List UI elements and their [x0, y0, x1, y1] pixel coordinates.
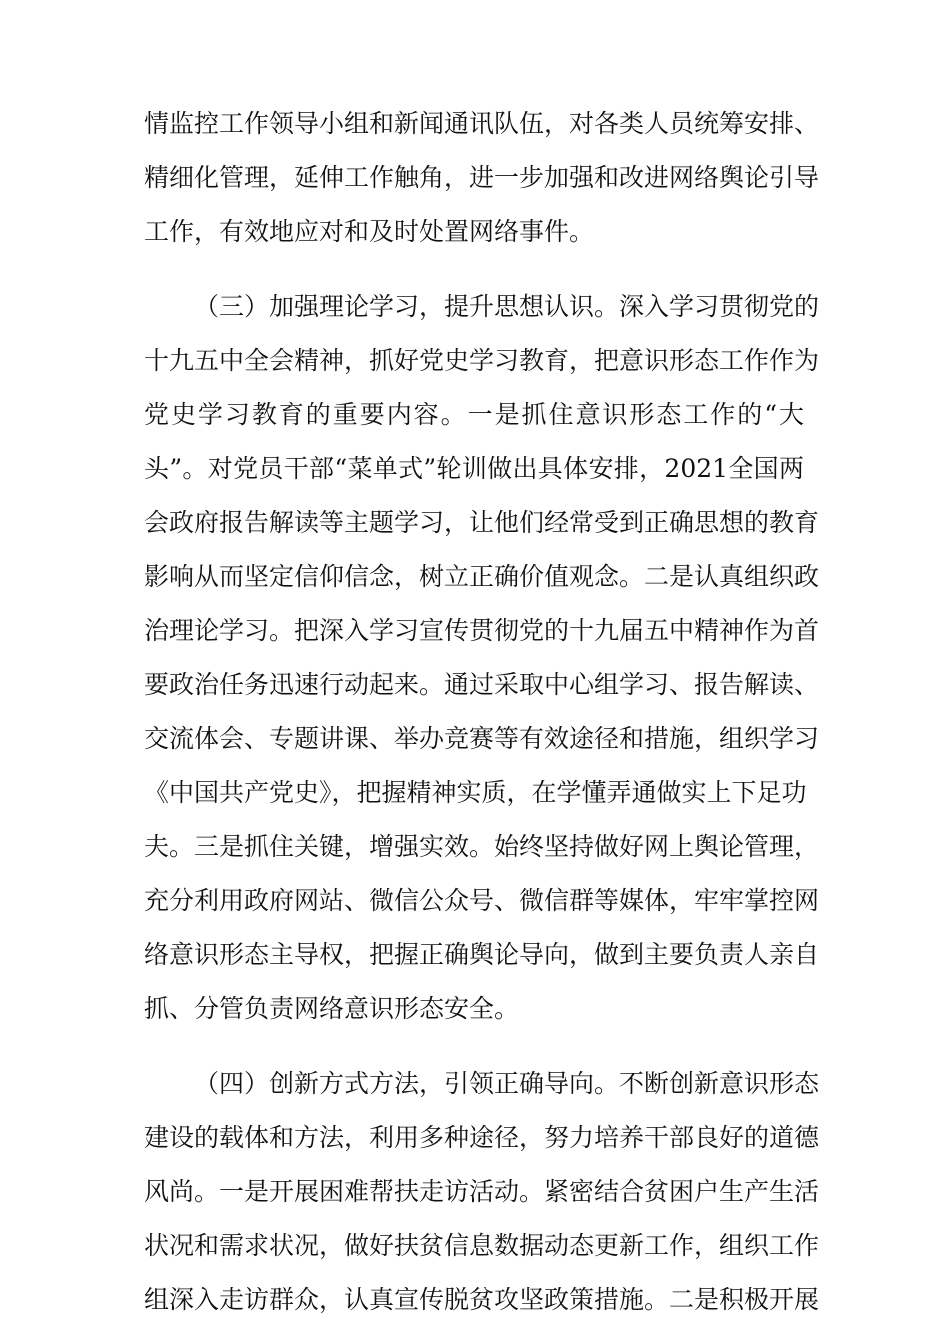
text-line: 夫。三是抓住关键，增强实效。始终坚持做好网上舆论管理，: [144, 832, 820, 861]
text-line: 头”。对党员干部“菜单式”轮训做出具体安排，2021全国两: [144, 454, 804, 483]
text-line: 精细化管理，延伸工作触角，进一步加强和改进网络舆论引导: [144, 163, 820, 192]
paragraph-heading-line: （四）创新方式方法，引领正确导向。不断创新意识形态: [194, 1069, 820, 1098]
text-line: 络意识形态主导权，把握正确舆论导向，做到主要负责人亲自: [144, 940, 820, 969]
text-line: 《中国共产党史》，把握精神实质，在学懂弄通做实上下足功: [144, 778, 807, 807]
text-line: 建设的载体和方法，利用多种途径，努力培养干部良好的道德: [144, 1123, 820, 1152]
text-line: 治理论学习。把深入学习宣传贯彻党的十九届五中精神作为首: [144, 616, 820, 645]
text-line: 交流体会、专题讲课、举办竞赛等有效途径和措施，组织学习: [144, 724, 820, 753]
paragraph-heading-line: （三）加强理论学习，提升思想认识。深入学习贯彻党的: [194, 292, 820, 321]
text-line: 会政府报告解读等主题学习，让他们经常受到正确思想的教育: [144, 508, 820, 537]
text-line: 党史学习教育的重要内容。一是抓住意识形态工作的“大: [144, 400, 804, 429]
text-line: 情监控工作领导小组和新闻通讯队伍，对各类人员统筹安排、: [144, 109, 820, 138]
text-line: 状况和需求状况，做好扶贫信息数据动态更新工作，组织工作: [144, 1231, 820, 1260]
text-line: 工作，有效地应对和及时处置网络事件。: [144, 217, 595, 246]
text-line: 组深入走访群众，认真宣传脱贫攻坚政策措施。二是积极开展: [144, 1285, 820, 1314]
text-line: 要政治任务迅速行动起来。通过采取中心组学习、报告解读、: [144, 670, 820, 699]
text-line: 风尚。一是开展困难帮扶走访活动。紧密结合贫困户生产生活: [144, 1177, 820, 1206]
text-line: 充分利用政府网站、微信公众号、微信群等媒体，牢牢掌控网: [144, 886, 820, 915]
text-line: 影响从而坚定信仰信念，树立正确价值观念。二是认真组织政: [144, 562, 820, 591]
text-line: 十九五中全会精神，抓好党史学习教育，把意识形态工作作为: [144, 346, 820, 375]
text-line: 抓、分管负责网络意识形态安全。: [144, 994, 520, 1023]
